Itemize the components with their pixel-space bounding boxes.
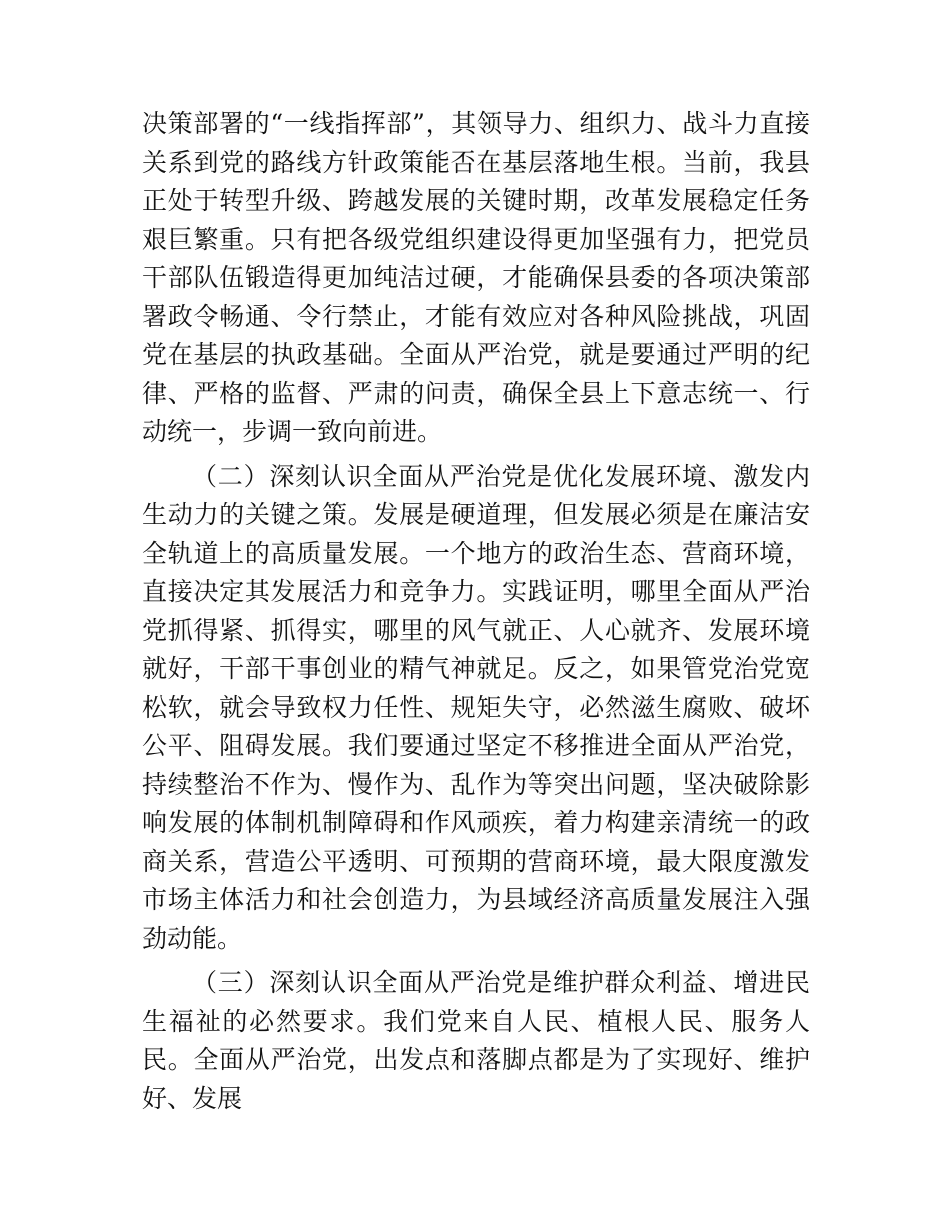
paragraph-section-three: （三）深刻认识全面从严治党是维护群众利益、增进民生福祉的必然要求。我们党来自人民、植根人民、服务人民。全面从严治党，出发点和落脚点都是为了实现好、维护好、发展: [142, 968, 810, 1113]
paragraph-continuation: 决策部署的“一线指挥部”，其领导力、组织力、战斗力直接关系到党的路线方针政策能否在基层落地生根。当前，我县正处于转型升级、跨越发展的关键时期，改革发展稳定任务艰巨繁重。只有把各级党组织建设得更加坚强有力，把党员干部队伍锻造得更加纯洁过硬，才能确保县委的各项决策部署政令畅通、令行禁止，才能有效应对各种风险挑战，巩固党在基层的执政基础。全面从严治党，就是要通过严明的纪律、严格的监督、严肃的问责，确保全县上下意志统一、行动统一，步调一致向前进。: [142, 109, 810, 446]
paragraph-section-two: （二）深刻认识全面从严治党是优化发展环境、激发内生动力的关键之策。发展是硬道理，但发展必须是在廉洁安全轨道上的高质量发展。一个地方的政治生态、营商环境，直接决定其发展活力和竞争力。实践证明，哪里全面从严治党抓得紧、抓得实，哪里的风气就正、人心就齐、发展环境就好，干部干事创业的精气神就足。反之，如果管党治党宽松软，就会导致权力任性、规矩失守，必然滋生腐败、破坏公平、阻碍发展。我们要通过坚定不移推进全面从严治党，持续整治不作为、慢作为、乱作为等突出问题，坚决破除影响发展的体制机制障碍和作风顽疾，着力构建亲清统一的政商关系，营造公平透明、可预期的营商环境，最大限度激发市场主体活力和社会创造力，为县域经济高质量发展注入强劲动能。: [142, 461, 810, 953]
document-body: [142, 105, 810, 1118]
